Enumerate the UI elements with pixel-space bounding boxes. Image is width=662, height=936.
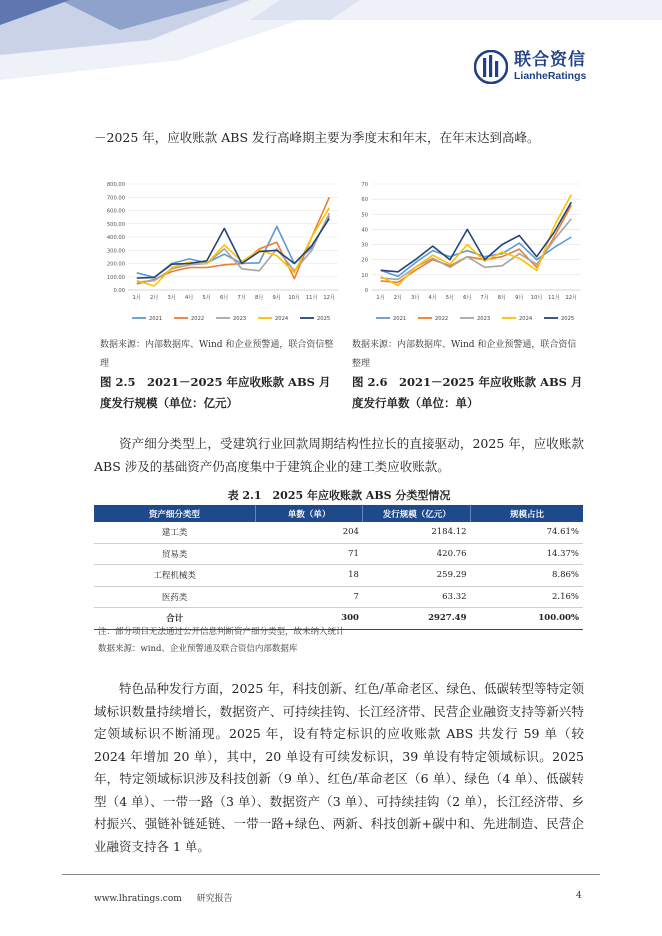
x-tick-label: 7月	[237, 295, 246, 301]
table-row	[94, 586, 583, 608]
cell-share: 2.16%	[471, 586, 583, 608]
x-tick-label: 1月	[132, 295, 141, 301]
y-tick-label: 100.00	[106, 274, 125, 281]
y-tick-label: 600.00	[106, 208, 125, 215]
cell-asset-type: 工程机械类	[94, 565, 255, 587]
cell-count: 18	[255, 565, 363, 587]
x-tick-label: 3月	[411, 295, 420, 301]
table-row	[94, 522, 583, 543]
x-tick-label: 4月	[428, 295, 437, 301]
legend-label: 2024	[275, 316, 289, 322]
cell-total-share: 100.00%	[471, 608, 583, 630]
legend-label: 2025	[561, 316, 575, 322]
y-tick-label: 400.00	[106, 235, 125, 241]
y-tick-label: 700.00	[106, 195, 125, 202]
y-tick-label: 300.00	[106, 248, 125, 255]
footer	[94, 891, 245, 904]
y-tick-label: 50	[361, 212, 368, 219]
x-tick-label: 6月	[463, 295, 472, 301]
cell-volume: 2184.12	[363, 522, 471, 543]
lianhe-logo-icon	[474, 50, 508, 84]
y-tick-label: 10	[361, 272, 368, 279]
x-tick-label: 2月	[150, 295, 159, 301]
x-tick-label: 10月	[530, 295, 543, 301]
legend-label: 2022	[435, 316, 449, 322]
y-tick-label: 800.00	[106, 182, 125, 188]
header-count: 单数（单）	[255, 505, 363, 522]
y-tick-label: 40	[361, 227, 368, 234]
x-tick-label: 9月	[515, 295, 524, 301]
cell-count: 7	[255, 586, 363, 608]
x-tick-label: 8月	[255, 295, 264, 301]
x-tick-label: 5月	[445, 295, 455, 301]
special-label-paragraph: 特色品种发行方面，2025 年，科技创新、红色/革命老区、绿色、低碳转型等特定领域标识数量持续增长，数据资产、可持续挂钩、长江经济带、民营企业融资支持等新兴特定领域标识不断涌现。2025 年，设有特定标识的应收账款 ABS 共发行 59 单（较 2024 年增加 20 单），其中，20 单设有可续发标识，39 单设有特定领域标识。2025 年，特定领域标识涉及科技创新（9 单）、红色/革命老区（6 单）、绿色（4 单）、低碳转型（4 单）、一带一路（3 单）、数据资产（3 单）、可持续挂钩（2 单），长江经济带、乡村振兴、强链补链延链、一带一路+绿色、两新、科技创新+碳中和、先进制造、民营企业融资支持各 1 单。	[94, 681, 584, 854]
table-source: 数据来源：wind、企业预警通及联合资信内部数据库	[98, 644, 298, 654]
asset-type-paragraph: 资产细分类型上，受建筑行业回款周期结构性拉长的直接驱动，2025 年，应收账款 ABS 涉及的基础资产仍高度集中于建筑企业的建工类应收账款。	[94, 436, 584, 474]
legend-label: 2022	[191, 316, 205, 322]
page-number: 4	[576, 891, 582, 901]
logo-english-name: LianheRatings	[514, 70, 587, 82]
monthly-count-chart	[352, 178, 584, 328]
cell-count: 71	[255, 543, 363, 565]
footer-label: 研究报告	[196, 894, 233, 904]
legend-label: 2021	[393, 316, 407, 322]
legend-label: 2024	[519, 316, 533, 322]
x-tick-label: 10月	[288, 295, 301, 301]
cell-share: 74.61%	[471, 522, 583, 543]
y-tick-label: 60	[361, 197, 368, 204]
y-tick-label: 200.00	[106, 261, 125, 268]
x-tick-label: 1月	[376, 295, 385, 301]
y-tick-label: 0.00	[113, 288, 125, 294]
company-logo	[474, 50, 586, 84]
x-tick-label: 12月	[565, 295, 578, 301]
legend-label: 2023	[233, 316, 247, 322]
cell-count: 204	[255, 522, 363, 543]
x-tick-label: 12月	[323, 295, 336, 301]
x-tick-label: 8月	[497, 295, 507, 301]
footer-divider	[62, 874, 600, 875]
cell-asset-type: 建工类	[94, 522, 255, 543]
header-volume: 发行规模（亿元）	[363, 505, 471, 522]
x-tick-label: 4月	[185, 295, 194, 301]
table-note: 注：部分项目无法通过公开信息判断资产细分类型，故未纳入统计	[98, 627, 345, 637]
cell-total-volume: 2927.49	[363, 608, 471, 630]
cell-asset-type: 医药类	[94, 586, 255, 608]
x-tick-label: 5月	[202, 295, 211, 301]
table-title: 表 2.1 2025 年应收账款 ABS 分类型情况	[227, 489, 451, 502]
table-header-row	[94, 505, 583, 522]
header-asset-type: 资产细分类型	[94, 505, 255, 522]
y-tick-label: 30	[361, 242, 368, 249]
x-tick-label: 2月	[393, 295, 403, 301]
x-tick-label: 7月	[480, 295, 489, 301]
legend-label: 2023	[477, 316, 491, 322]
table-row	[94, 543, 583, 565]
cell-volume: 420.76	[363, 543, 471, 565]
cell-total-count: 300	[255, 608, 363, 630]
series-line-2025	[137, 218, 329, 278]
asset-type-table	[94, 505, 583, 630]
chart-right-source: 数据来源：内部数据库、Wind 和企业预警通，联合资信整理	[352, 340, 577, 369]
legend-label: 2025	[317, 316, 331, 322]
y-tick-label: 0	[364, 288, 368, 294]
y-tick-label: 70	[361, 182, 368, 188]
x-tick-label: 6月	[220, 295, 229, 301]
chart-left-caption: 图 2.5 2021－2025 年应收账款 ABS 月度发行规模（单位：亿元）	[100, 375, 331, 410]
x-tick-label: 11月	[305, 295, 318, 301]
chart-right-caption: 图 2.6 2021－2025 年应收账款 ABS 月度发行单数（单位：单）	[352, 375, 583, 410]
cell-volume: 63.32	[363, 586, 471, 608]
y-tick-label: 500.00	[106, 221, 125, 228]
chart-left-source: 数据来源：内部数据库、Wind 和企业预警通，联合资信整理	[100, 340, 334, 369]
logo-chinese-name: 联合资信	[514, 50, 586, 70]
cell-asset-type: 贸易类	[94, 543, 255, 565]
x-tick-label: 11月	[548, 295, 560, 301]
table-row	[94, 565, 583, 587]
x-tick-label: 3月	[167, 295, 176, 301]
cell-share: 14.37%	[471, 543, 583, 565]
cell-total-label: 合计	[94, 608, 255, 630]
intro-paragraph: －2025 年，应收账款 ABS 发行高峰期主要为季度末和年末，在年末达到高峰。	[94, 130, 540, 145]
monthly-volume-chart	[94, 178, 342, 328]
x-tick-label: 9月	[272, 295, 281, 301]
y-tick-label: 20	[361, 257, 368, 264]
cell-share: 8.86%	[471, 565, 583, 587]
cell-volume: 259.29	[363, 565, 471, 587]
footer-url[interactable]: www.lhratings.com	[94, 894, 182, 904]
legend-label: 2021	[149, 316, 163, 322]
header-share: 规模占比	[471, 505, 583, 522]
